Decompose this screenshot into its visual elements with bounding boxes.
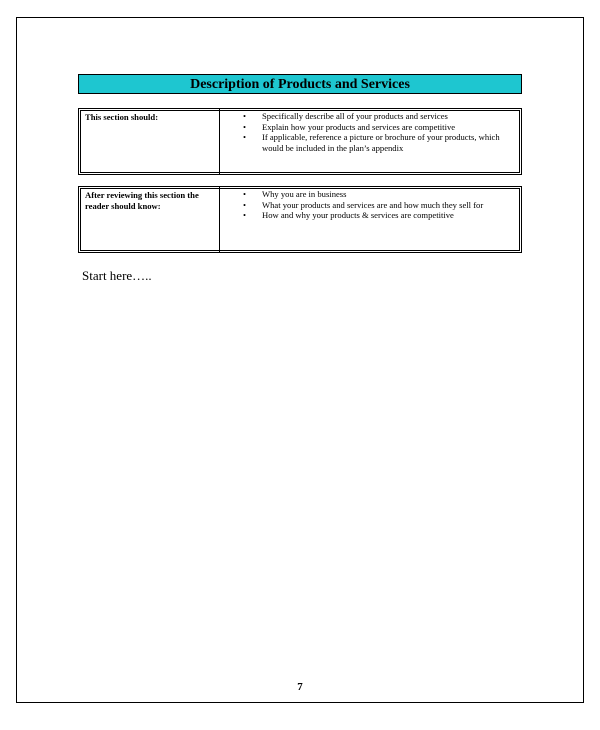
page-number: 7	[297, 681, 303, 693]
list-item-text: Specifically describe all of your products and services	[262, 111, 448, 121]
list-item-text: Why you are in business	[262, 189, 347, 199]
list-item	[220, 122, 515, 133]
list-item-text: If applicable, reference a picture or brochure of your products, which would be included in the plan’s appendix	[262, 132, 500, 153]
list-item-text: What your products and services are and how much they sell for	[262, 199, 484, 210]
list-item	[220, 111, 515, 122]
section-requirements-table	[78, 108, 522, 175]
table-bullets-cell	[220, 109, 521, 174]
list-item-text: Explain how your products and services are competitive	[262, 121, 456, 132]
bullet-icon: •	[243, 189, 247, 199]
bullet-icon: •	[243, 210, 247, 221]
table-label-cell: This section should:	[79, 109, 220, 174]
list-item	[220, 210, 515, 221]
list-item	[220, 132, 515, 153]
list-item-text: How and why your products & services are competitive	[262, 210, 454, 221]
table-bullets-cell	[220, 187, 521, 252]
list-item	[220, 189, 515, 200]
bullet-icon: •	[243, 199, 247, 210]
bullet-icon: •	[243, 132, 247, 143]
start-here-text: Start here…..	[82, 268, 152, 283]
table-label-cell: After reviewing this section the reader should know:	[79, 187, 220, 252]
bullet-icon: •	[243, 111, 247, 121]
list-item	[220, 200, 515, 211]
reader-outcomes-table	[78, 186, 522, 253]
bullet-icon: •	[243, 121, 247, 132]
section-title: Description of Products and Services	[78, 74, 522, 94]
